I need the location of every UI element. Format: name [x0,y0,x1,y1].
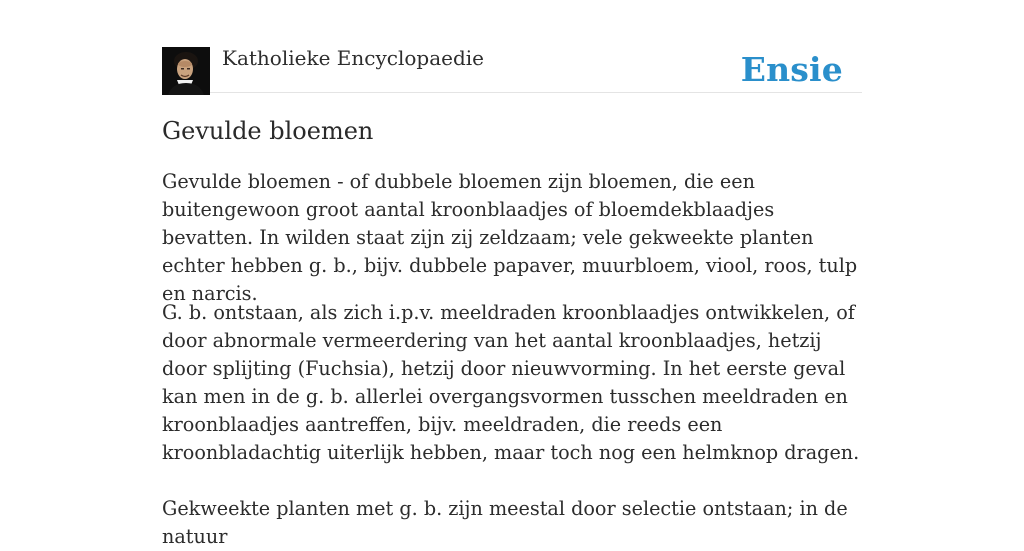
article-page [162,0,862,548]
article-paragraph: Gevulde bloemen - of dubbele bloemen zijn bloemen, die een buitengewoon groot aantal kroonblaadjes of bloemdekblaadjes bevatten. In wilden staat zijn zij zeldzaam; vele gekweekte planten echter hebben g. b., bijv. dubbele papaver, muurbloem, viool, roos, tulp en narcis. [162,170,858,305]
article-paragraph: Gekweekte planten met g. b. zijn meestal door selectie ontstaan; in de natuur [162,497,848,548]
brand-logo[interactable]: Ensie [740,50,843,89]
author-avatar[interactable] [162,47,210,95]
site-header [162,0,862,93]
page-title: Gevulde bloemen [162,117,374,145]
article-paragraph: G. b. ontstaan, als zich i.p.v. meeldraden kroonblaadjes ontwikkelen, of door abnormale vermeerdering van het aantal kroonblaadjes, hetzij door splijting (Fuchsia), hetzij door nieuwvorming. In het eerste geval kan men in de g. b. allerlei overgangsvormen tusschen meeldraden en kroonblaadjes aantreffen, bijv. meeldraden, die reeds een kroonbladachtig uiterlijk hebben, maar toch nog een helmknop dragen. [162,301,860,464]
source-name[interactable]: Katholieke Encyclopaedie [222,46,484,70]
portrait-icon [162,47,210,95]
